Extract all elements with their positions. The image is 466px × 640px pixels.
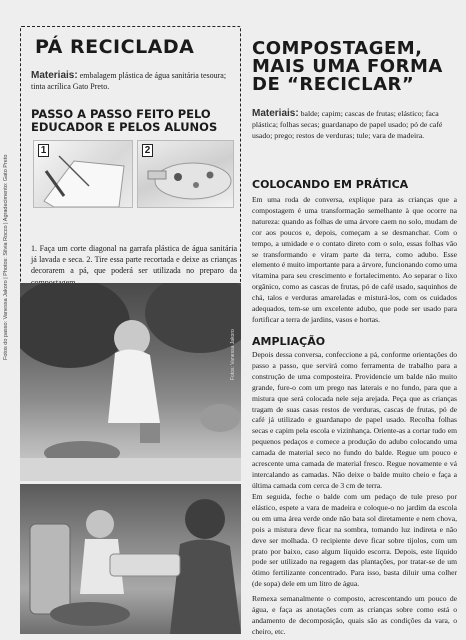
section-colocando-title: COLOCANDO EM PRÁTICA	[252, 178, 409, 191]
photo-credits: Fotos do passo: Vanessa Jakoro | Photos: Silvia Rocco | Agradecimento: Gato Preto	[3, 154, 9, 360]
step2-photo	[137, 140, 234, 208]
steps-title: PASSO A PASSO FEITO PELO EDUCADOR E PELOS ALUNOS	[31, 107, 218, 134]
left-title: PÁ RECICLADA	[35, 36, 195, 58]
section-ampliacao-text: Depois dessa conversa, confeccione a pá, conforme orientações do passo a passo, que servirá como ferramenta de trabalho para a construção de uma composteira. Providencie um balde não muito grande, fure-o com um prego nas laterais e no fundo, para que a mistura que será colocada nele seja arejada. Peça que as crianças tragam de suas casas restos de verduras, cascas de frutas, pó de café já utilizado e guardanapo de papel usado. Recolha folhas secas e capim pela escola e vizinhança. Oriente-as a cortar tudo em pequenos pedaços e comece a produção do adubo colocando uma camada de material seco no fundo do balde. Regue um pouco e acrescente uma camada de material fresco. Regue novamente e vá intercalando as camadas. Não deixe o balde muito cheio e faça a última camada com cerca de 3 cm de terra.	[252, 350, 457, 490]
step2-number: 2	[142, 144, 153, 157]
photo-credit-vertical: Fotos: Vanessa Jakoro	[230, 329, 236, 380]
section-ampliacao-title: AMPLIAÇÃO	[252, 335, 326, 348]
left-materials-text: embalagem plástica de água sanitária tesoura; tinta acrílica Gato Preto.	[31, 71, 227, 91]
step1-number: 1	[38, 144, 49, 157]
left-materials	[31, 70, 236, 92]
step1-photo	[33, 140, 133, 208]
section-ampliacao-text-2: Em seguida, feche o balde com um pedaço de tule preso por elástico, espete a vara de madeira e coloque-o no jardim da escola ou em uma área verde onde não bata sol diretamente e nem chova, pois a mistura deve ficar na sombra, tomando luz indireta e não deve ser molhada. O recipiente deve ficar sobre tijolos, com um prato por baixo, caso algum líquido escorra. Depois, este líquido pode ser utilizado na regagem das plantações, por tratar-se de um ótimo fertilizante concentrado. Para isso, basta diluir uma colher (de sopa) dele em um litro de água.	[252, 492, 457, 589]
steps-instructions: 1. Faça um corte diagonal na garrafa plástica de água sanitária já lavada e seca. 2. Tire essa parte recortada e deixe as crianças decorarem a pá, que poderá ser utilizada no preparo da	[31, 244, 237, 276]
section-ampliacao-text-3: Remexa semanalmente o composto, acrescentando um pouco de água, e faça as anotações com as crianças sobre como está o andamento de decomposição, quais são as condições da vara, o cheiro, etc.	[252, 594, 457, 636]
right-title: COMPOSTAGEM, MAIS UMA FORMA DE “RECICLAR”	[252, 38, 443, 95]
right-materials-label: Materiais:	[252, 108, 299, 119]
left-materials-label: Materiais:	[31, 70, 78, 81]
compost-bucket-photo	[20, 484, 241, 634]
right-materials-text: balde; capim; cascas de frutas; elástico; faca plástica; folhas secas; guardanapo de papel usado; pó de café usado; prego; restos de verduras; tule; vara de madeira.	[252, 109, 443, 140]
child-gardening-photo	[20, 283, 241, 481]
right-materials	[252, 108, 457, 141]
section-colocando-text: Em uma roda de conversa, explique para as crianças que a compostagem é uma transformação semelhante à que ocorre na natureza: quando as folhas de uma árvore caem no solo, mudam de cor aos poucos e, depois, começam a se desmanchar. Com o tempo, a umidade e o contato direto com o solo, essas folhas vão se transformando e viram parte da terra, como adubo. Esse elemento é muito importante para a árvore, funcionando como uma vitamina para seu crescimento e fortalecimento. Ao separar o lixo orgânico, como as cascas de frutas, pó de café usado, saquinhos de chá, talos e verduras amareladas e misturá-los, com os cuidados adequados, tem-se um excelente adubo, que pode ser usado para fortificar a terra de jardins, vasos e hortas.	[252, 195, 457, 324]
